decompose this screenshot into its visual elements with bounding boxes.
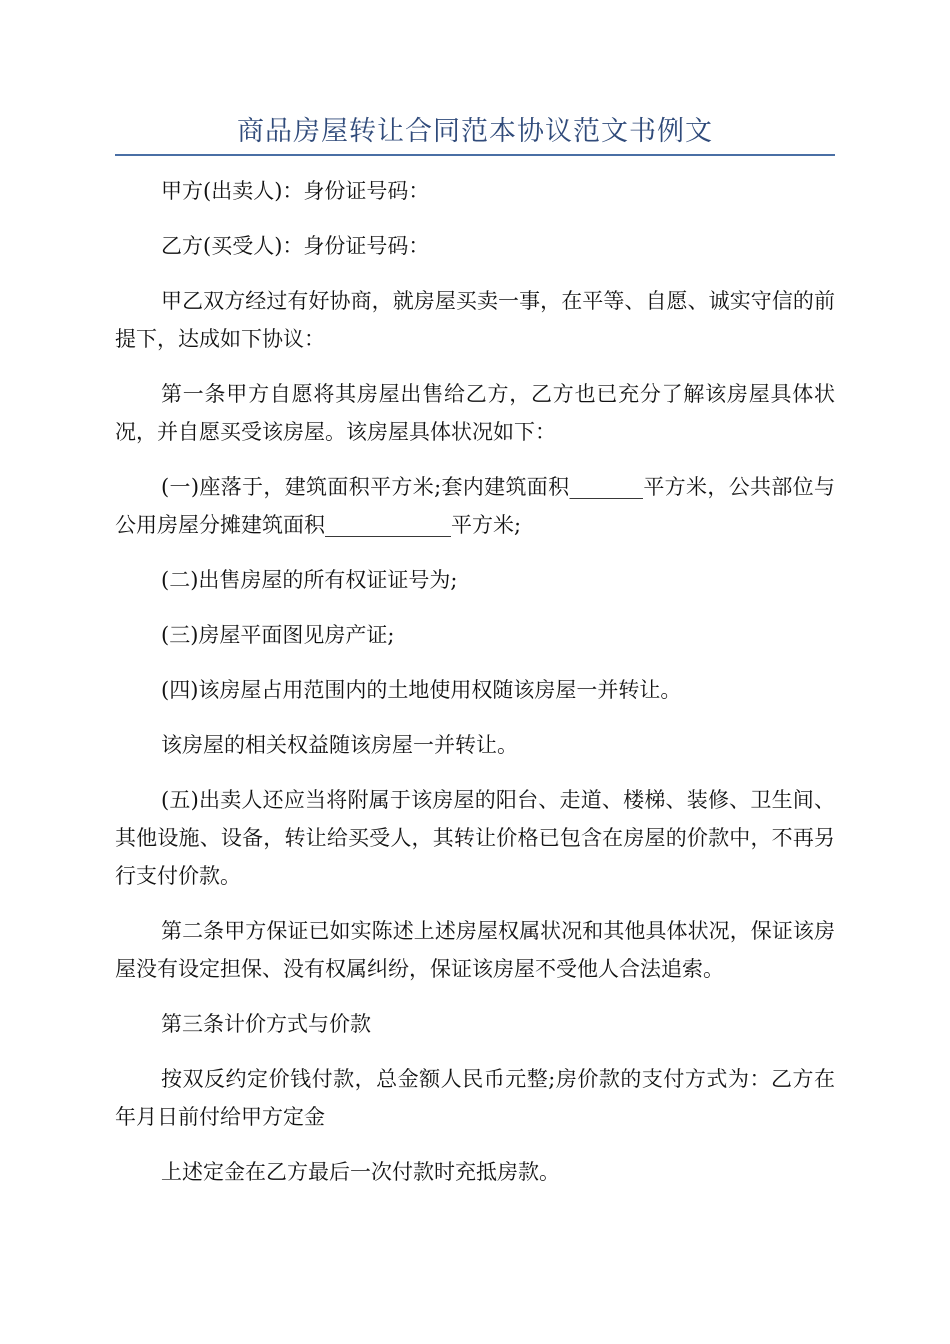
title-underline <box>115 154 835 156</box>
paragraph-item-3: (三)房屋平面图见房产证; <box>161 623 395 647</box>
paragraph-deposit: 上述定金在乙方最后一次付款时充抵房款。 <box>161 1160 560 1184</box>
paragraph-item-1: (一)座落于，建筑面积平方米;套内建筑面积_______平方米，公共部位与公用房屋分摊建筑面积____________平方米; <box>115 475 835 537</box>
paragraph-article-1: 第一条甲方自愿将其房屋出售给乙方，乙方也已充分了解该房屋具体状况，并自愿买受该房屋。该房屋具体状况如下： <box>115 382 835 444</box>
document-title: 商品房屋转让合同范本协议范文书例文 <box>237 116 713 147</box>
paragraph-payment: 按双反约定价钱付款，总金额人民币元整;房价款的支付方式为：乙方在年月日前付给甲方定金 <box>115 1067 835 1129</box>
paragraph-buyer: 乙方(买受人)：身份证号码： <box>161 234 430 258</box>
paragraph-seller: 甲方(出卖人)：身份证号码： <box>161 179 430 203</box>
document-body <box>115 172 835 1208</box>
paragraph-item-4: (四)该房屋占用范围内的土地使用权随该房屋一并转让。 <box>161 678 682 702</box>
paragraph-article-2: 第二条甲方保证已如实陈述上述房屋权属状况和其他具体状况，保证该房屋没有设定担保、没有权属纠纷，保证该房屋不受他人合法追索。 <box>115 919 835 981</box>
paragraph-related-rights: 该房屋的相关权益随该房屋一并转让。 <box>161 733 518 757</box>
paragraph-item-2: (二)出售房屋的所有权证证号为; <box>161 568 458 592</box>
paragraph-article-3-heading: 第三条计价方式与价款 <box>161 1012 371 1036</box>
paragraph-preamble: 甲乙双方经过有好协商，就房屋买卖一事，在平等、自愿、诚实守信的前提下，达成如下协议： <box>115 289 835 351</box>
paragraph-item-5: (五)出卖人还应当将附属于该房屋的阳台、走道、楼梯、装修、卫生间、其他设施、设备，转让给买受人，其转让价格已包含在房屋的价款中，不再另行支付价款。 <box>115 788 835 888</box>
